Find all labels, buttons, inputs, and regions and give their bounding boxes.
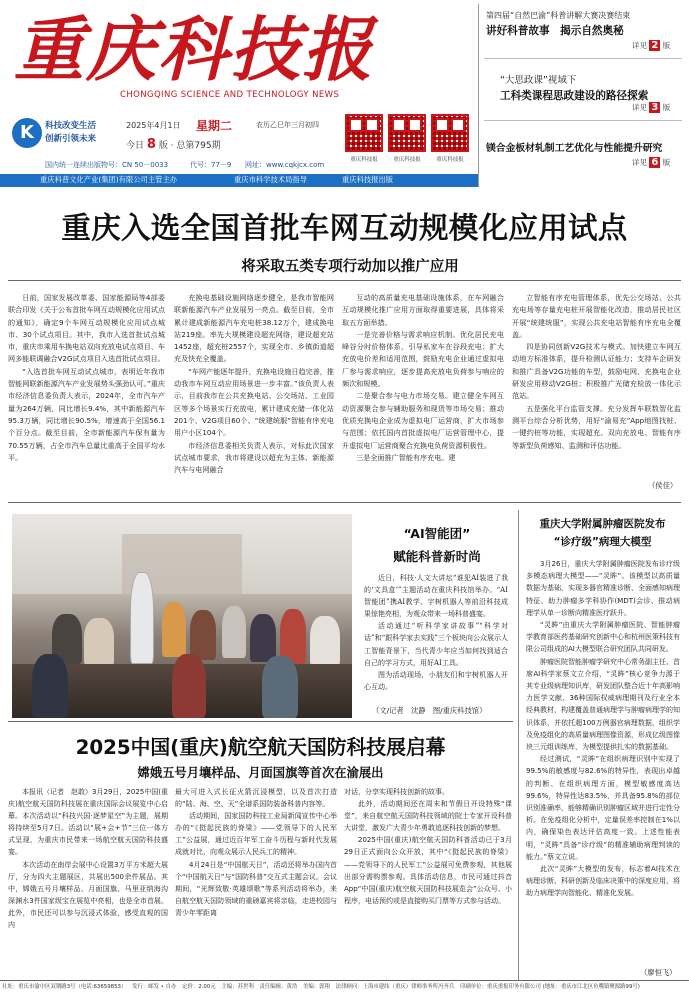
issue-number: 版 · 总第795期 [158,141,221,151]
teaser-2-title[interactable]: 工科类课程思政建设的路径探索 [500,90,649,102]
qr-code-icon [431,114,469,152]
lead-headline: 重庆入选全国首批车网互动规模化应用试点 [61,211,628,245]
sponsor-1: 重庆科普文化产业(集团)有限公司主管主办 [40,175,178,184]
teaser-separator [484,58,682,59]
teaser-2-sub: “大思政课”视域下 [500,75,577,86]
tumor-byline: （廖恒飞） [640,968,677,977]
column-divider [518,510,519,980]
aerospace-column-3: 对话，分享实现科技创新的故事。 此外，活动期间还在周末和节假日开设特殊“课堂”，来自航空航天国防科技领域的院士专家开设科普大讲堂，激发广大青少年勇敢追逐科技创新的梦想。 2025中国(重庆)航空航天国防科普活动已于3月29日正式面向公众开放，其中“《挺起民族的脊梁》——党领导下的人民军工”公益展可免费参观，其他展出部分需购票参观。具体活动信息，市民可通过抖音App“中国(重庆)航空航天国防科技展览会”公众号、小程序，电话预约或是直接购买门票等方式参与活动。 [344,788,512,905]
slogan-2: 创新引领未来 [45,134,97,144]
masthead-english: CHONGQING SCIENCE AND TECHNOLOGY NEWS [120,90,340,100]
cn-number: 国内统一连续出版物号：CN 50－0033 [45,161,169,169]
website-link[interactable]: 网址：www.cqkjcx.com [245,161,325,169]
tumor-body: 3月26日，重庆大学附属肿瘤医院发布诊疗级多模态病理大模型——“灵眸”。该模型以高质量数据为基础，实现多器官精准诊断、全面感知病理特征、助力肿瘤多学科协作(MDT)会诊、推动病理学从单一诊断向精准医疗跃升。 “灵眸”由重庆大学附属肿瘤医院、智能肿瘤学教育部医药基础研究创新中心和杭州医策科技有限公司组成的AI大模型联合研究团队共同研发。 肿瘤医院智能肿瘤学研究中心常务副主任、首席AI科学家蔡文立介绍，“灵眸”核心竞争力源于其专业级病理知识库，研发团队整合近十年高影响力医学文献、36种国际权威病理期刊及行业全本经典教材，构建覆盖普通病理学与肿瘤病理学的知识体系，并依托超100万例器官病理数据，组织学及免疫组化的高质量病理图像资源，形成亿级图像块三元组训练库，为模型提供扎实的数据基础。 经过测试，“灵眸”在组织病理识别中实现了99.5%的敏感度与82.6%的特异性，表现出卓越的判断、在组织病理方面，模型敏感度高达99.6%，特异性达83.5%，并具备95.8%的部位识别准确率，能够精确识别肿瘤区域并进行定性分析。在免疫组化分析中，定量误差率控制在1%以内，确保染色表达评估高度一致。上述性能表明，“灵眸”具备“诊疗级”的精准辅助病理判读的能力。”蔡文立说。 此次“灵眸”大模型的发布，标志着AI技术在病理诊断、科研创新及临床决策中的深度应用，将助力病理学向智能化、精准化发展。 [526,560,680,898]
lead-byline: （侯佳） [648,481,678,490]
section-rule [8,721,513,722]
section-rule [8,502,681,503]
teaser-2-detail[interactable]: 详见 3 版 [632,102,671,113]
lead-column-1: 日前，国家发展改革委、国家能源局等4部委联合印发《关于公布首批车网互动规模化应用试点的通知》，确定9个车网互动规模化应用试点城市、30个试点项目。其中，我市入选首批试点城市，重庆市乘用车换电站双向充放电试点项目、车网多能联调融合V2G试点项目入选首批试点项目。 “入选首批车网互动试点城市，表明近年我市智能网联新能源汽车产业发展势头强劲认可。”重庆市经济信息委负责人表示，2024年，全市汽车产量为264万辆，同比增长9.4%，其中新能源汽车95.3万辆，同比增长90.5%，增速高于全国56.1个百分点。截至目前，全市新能源汽车保有量为70.55万辆，占全市汽车总量比重高于全国平均水平。 [8,293,165,462]
slogan-1: 科技改变生活 [45,121,97,131]
event-photo [12,514,352,718]
page-count: 8 [146,137,156,152]
lead-subhead: 将采取五类专项行动加以推广应用 [241,259,459,275]
today-prefix: 今日 [126,141,145,151]
sponsor-3: 重庆科技报出版 [342,175,394,184]
footer-bar [2,983,689,993]
aerospace-column-2: 最大可进入式长征火箭沉浸模型，以及首次打造的“陆、海、空、天”全谱系国防装备科普内容等。 活动期间，国家国防科技工业局新闻宣传中心举办的“《挺起民族的脊梁》——党领导下的人民军工”公益展，通过近百年军工奋斗历程与新时代发展成就对比，向观众展示人民兵工的精神。 4月24日是“中国航天日”，活动还将举办国内首个“中国航天日”与“国防科普”交互式主题会议。会议期间，“光辉致敬·英雄颂歌”等系列活动将举办，来自航空航天国防领域的重磅嘉宾将亲临，走进校园与青少年零距离 [175,788,337,917]
sponsor-2: 重庆市科学技术局指导 [234,175,307,184]
qr-label-2: 重庆科技报 [393,157,421,163]
ai-body: 近日，科技·人文大讲坛“谁犯AI装进了我的‘文具盒’”主题活动在重庆科技馆举办。“AI智能团”携AI教学、宇树机器人等前沿科技成果惊艳亮相，为观众带来一场科普盛宴。 活动通过“听科学家讲故事”“科学对话”和“跟科学家去实践”三个板块向公众展示人工智能背景下，当代青少年应当如何找到适合自己的学习方式，用好AI工具。 图为活动现场，小朋友们和宇树机器人开心互动。 [364,574,508,691]
aerospace-subhead: 嫦娥五号月壤样品、月面国旗等首次在渝展出 [137,766,384,780]
teaser-divider [478,4,479,187]
footer-print-address: (地址：重庆市江北区鱼嘴镇聚源路99号) [542,984,640,990]
ai-subtitle: 赋能科普新时尚 [393,549,481,564]
qr-label-3: 重庆科技报 [436,157,464,163]
lead-column-4: 立智能有序充电管理体系，优先公交场站、公共充电场等存量充电桩开展智能化改造，推动居民社区开展“统建统服”，实现公共充电站智能有序充电全覆盖。 四是协同创新V2G技术与模式。加快建立车网互动地方标准体系，提升检测认证能力；支持车企研发和推广具备V2G功能的车型，鼓励电网、充换电企业研发应用移动V2G桩；积极推广光储充检放一体化示范站。 五是强化平台监管支撑。充分发挥车联数智化监测平台综合分析优势，用好“渝易充”App地图找桩、一键约桩等功能，实现超充、双向充放电、智能有序等新型负荷感知、监测和评估功能。 [512,293,681,450]
footer-legal: 法律顾问：上海市建纬（重庆）律师事务所冯齐兵 [335,984,455,990]
teaser-3-title[interactable]: 镁合金板材轧制工艺优化与性能提升研究 [486,143,663,154]
today-info [126,137,221,152]
teaser-1-sub: 第四届“自然巴渝”科普讲解大赛决赛结束 [486,11,631,20]
footer-rule [0,980,689,981]
lead-column-3: 互动的高质量充电基础设施体系，在车网融合互动规模化推广应用方面取得重要进展，具体将采取五方面举措。 一是完善价格与需求响应机制。优化居民充电峰谷分时价格体系，引导私家车在谷段充电；扩大充放电价差和适用范围，鼓励充电企业通过虚拟电厂参与需求响应，逐步提高充放电负荷参与响应的频次和规模。 二是聚合参与电力市场交易。建立健全车网互动资源聚合参与辅助服务和现货等市场交易；推动优质充换电企业成为虚拟电厂运营商，扩大市场参与范围；依托国内首批虚拟电厂运营管理中心，提升虚拟电厂运营商聚合充换电负荷资源积极性。 三是全面推广智能有序充电。建 [342,293,504,462]
tumor-title-2: “诊疗级”病理大模型 [553,536,652,548]
qr-code-icon [388,114,426,152]
aerospace-column-1: 本报讯（记者 赵敢）3月29日，2025中国(重庆)航空航天国防科技展在重庆国际会议展览中心启幕。本次活动以“科技兴国·逐梦星空”为主题，展期将持续至5月7日。活动以“展+会+节”三位一体方式呈现，为重庆市民带来一场航空航天国防科技盛宴。 本次活动在南岸会展中心设置3万平方米超大展厅，分为四大主题展区，共展出500余件展品。其中，嫦娥五号月壤样品、月面国旗、马里亚纳海沟深渊水3件国家级宝在展览中亮相，也是全市首展。此外，市民还可以参与沉浸式体验，感受直观的国内 [8,788,168,930]
tumor-title-1: 重庆大学附属肿瘤医院发布 [539,518,666,530]
lead-column-2: 充换电基础设施网络逐步健全，是我市智能网联新能源汽车产业发展另一亮点。截至目前，全市累计建成新能源汽车充电桩38.12万个，建成换电站219座。率先大规模建设超充网络，建设超充站1452座，超充桩2557个，实现全市、乡镇街道超充及快充全覆盖。 “车网产能逐年提升，充换电设施日趋完善，推动我市车网互动应用场景进一步丰富。”该负责人表示，目前我市在公共充换电站、公交场站、工业园区等多个场景实行充放电，累计建成充储一体化站201个、V2G项目60个、“统建统服”智能有序充电用户小区104个。 市经济信息委相关负责人表示，对标此次国家试点城市要求，我市将建设以超充为主体、新能源汽车与电网融合 [174,293,334,475]
teaser-1-title[interactable]: 讲好科普故事 揭示自然奥秘 [486,25,624,37]
lead-rule [8,280,681,281]
footer-editor: 主编：苏世利 [221,984,254,990]
teaser-3-detail[interactable]: 详见 6 版 [632,157,671,168]
post-code: 代号：77－9 [190,161,232,169]
footer-address: 社址：重庆市渝中区双钢路3号（电话:63659853） [2,984,127,990]
masthead-title: 重庆科技报 [14,8,374,91]
qr-code-icon [345,114,383,152]
issue-weekday: 星期二 [196,119,233,133]
sponsor-bar [0,174,478,187]
qr-label-1: 重庆科技报 [350,157,378,163]
footer-price: 定价：2.00元 [182,984,216,990]
lunar-date: 农历乙巳年三月初四 [256,121,319,129]
teaser-1-detail[interactable]: 详见 2 版 [632,40,671,51]
footer-layout: 美编：郭翔 [302,984,330,990]
footer-post: 发行：邮发 • 自办 [132,984,177,990]
ai-caption: （文/记者 沈静 图/重庆科技馆） [372,706,487,715]
teaser-separator [484,120,682,121]
footer-resp: 责任编辑：黄浩 [259,984,298,990]
issue-date: 2025年4月1日 [126,121,181,130]
aerospace-headline: 2025中国(重庆)航空航天国防科技展启幕 [75,736,446,759]
footer-print: 印刷单位：重庆重报印务有限公司 [459,984,541,990]
robot-figure [130,572,154,664]
ai-title: “AI智能团” [403,526,471,541]
newspaper-logo-icon: K [12,118,42,148]
